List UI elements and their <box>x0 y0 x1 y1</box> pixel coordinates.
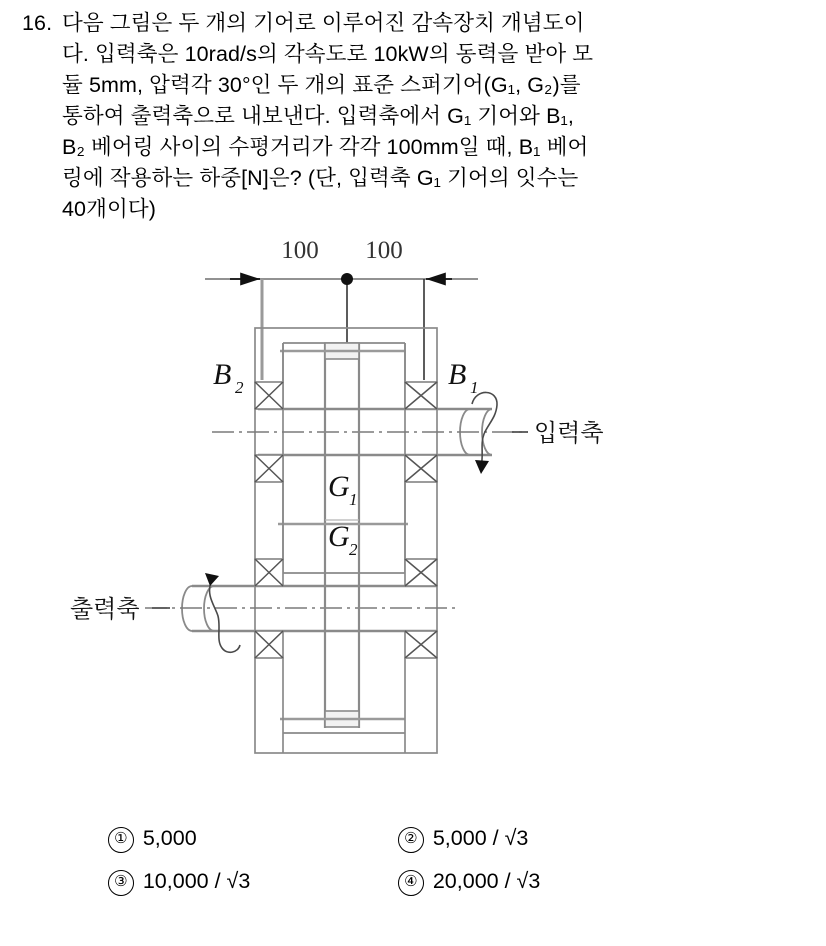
choice-4-text: 20,000 / √3 <box>432 869 541 893</box>
choice-4-marker: ④ <box>398 870 424 896</box>
bearing-b2-lower <box>255 455 283 482</box>
label-b1-subscript: 1 <box>470 378 479 397</box>
output-shaft-label: 출력축 <box>70 596 140 623</box>
question-line-4 <box>0 101 826 132</box>
gear-reducer-diagram <box>0 228 826 768</box>
question-text-line-7: 40개이다) <box>62 197 156 221</box>
question-line-6 <box>0 163 826 194</box>
choice-row-2 <box>0 817 826 893</box>
choice-1[interactable] <box>72 774 197 850</box>
question-line-7 <box>0 194 826 225</box>
choice-2-marker: ② <box>398 827 424 853</box>
label-g2 <box>328 520 358 559</box>
bearing-output-right-upper <box>405 559 437 586</box>
dimension-label-right: 100 <box>365 237 403 264</box>
answer-choices <box>0 774 826 893</box>
input-shaft-label: 입력축 <box>534 420 604 447</box>
question-line-5 <box>0 132 826 163</box>
label-g1 <box>328 470 358 509</box>
question-text-line-4: 통하여 출력축으로 내보낸다. 입력축에서 G₁ 기어와 B₁, <box>62 104 574 128</box>
question-text-line-1: 다음 그림은 두 개의 기어로 이루어진 감속장치 개념도이 <box>62 11 585 35</box>
bearing-output-left-lower <box>255 631 283 658</box>
choice-3[interactable] <box>72 817 251 893</box>
label-g1-letter: G <box>328 470 350 503</box>
input-shaft-end-cap <box>482 409 492 455</box>
dimension-label-left: 100 <box>281 237 319 264</box>
input-rotation-arrow <box>472 392 497 474</box>
output-rotation-arrowhead <box>205 573 219 586</box>
output-rotation-curve <box>210 582 240 652</box>
question-block <box>0 0 826 225</box>
question-line-3 <box>0 70 826 101</box>
dimension-center-dot <box>341 273 353 285</box>
question-line-1 <box>0 8 826 39</box>
label-b1-letter: B <box>448 358 467 391</box>
label-b1 <box>448 358 479 397</box>
label-g2-letter: G <box>328 520 350 553</box>
question-text-line-6: 링에 작용하는 하중[N]은? (단, 입력축 G₁ 기어의 잇수는 <box>62 166 579 190</box>
question-text-line-3: 듈 5mm, 압력각 30°인 두 개의 표준 스퍼기어(G₁, G₂)를 <box>62 73 581 97</box>
label-g2-subscript: 2 <box>349 540 358 559</box>
question-text-line-5: B₂ 베어링 사이의 수평거리가 각각 100mm일 때, B₁ 베어 <box>62 135 589 159</box>
choice-4[interactable] <box>362 817 541 893</box>
bearing-b1-lower <box>405 455 437 482</box>
input-rotation-arrowhead <box>475 460 489 474</box>
gear-shaft-top-hub <box>280 343 405 359</box>
question-line-2 <box>0 39 826 70</box>
choice-1-text: 5,000 <box>142 826 197 850</box>
label-b2-letter: B <box>213 358 232 391</box>
question-number: 16. <box>22 11 53 35</box>
choice-3-marker: ③ <box>108 870 134 896</box>
choice-1-marker: ① <box>108 827 134 853</box>
label-b2 <box>213 358 244 397</box>
diagram-svg <box>0 228 826 768</box>
label-b2-subscript: 2 <box>235 378 244 397</box>
bearing-b1-upper <box>405 382 437 409</box>
bearing-output-left-upper <box>255 559 283 586</box>
choice-2-text: 5,000 / √3 <box>432 826 529 850</box>
bearing-b2-upper <box>255 382 283 409</box>
question-text-line-2: 다. 입력축은 10rad/s의 각속도로 10kW의 동력을 받아 모 <box>62 42 594 66</box>
label-g1-subscript: 1 <box>349 490 358 509</box>
choice-3-text: 10,000 / √3 <box>142 869 251 893</box>
gear-shaft-bottom-hub <box>280 711 405 727</box>
choice-2[interactable] <box>362 774 529 850</box>
choice-row-1 <box>0 774 826 850</box>
bearing-output-right-lower <box>405 631 437 658</box>
